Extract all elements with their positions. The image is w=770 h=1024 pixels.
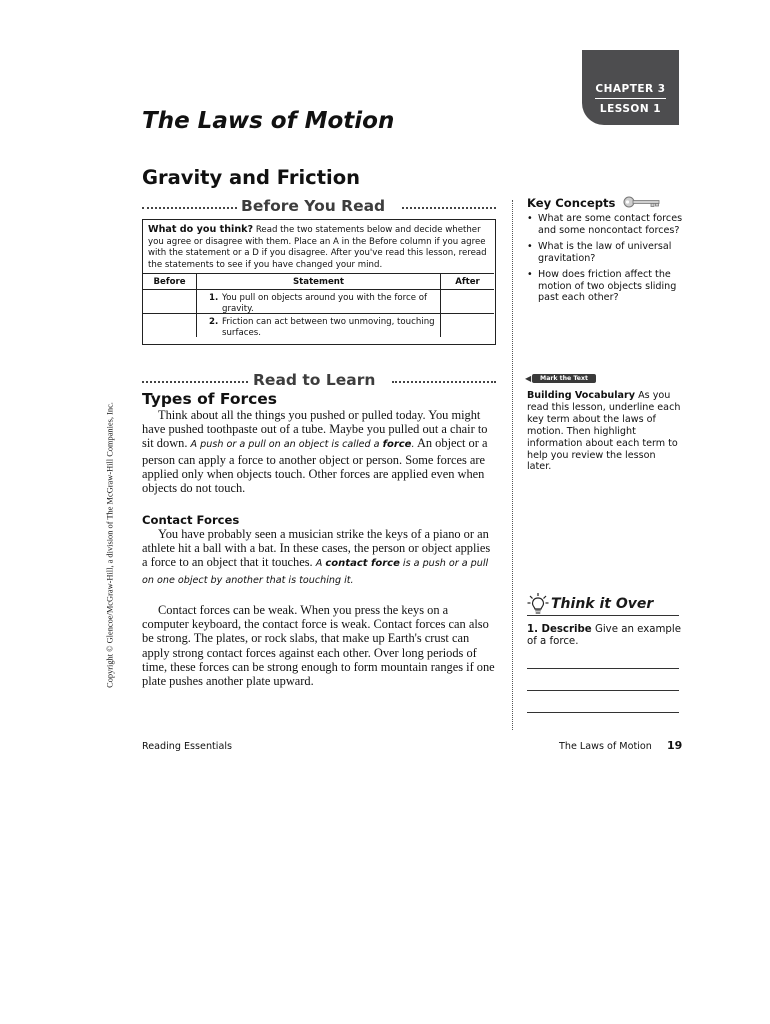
arrow-icon: ◀ [525, 374, 532, 383]
before-column-header: Before [143, 274, 197, 290]
lightbulb-icon [527, 592, 549, 616]
paragraph-types-of-forces [142, 408, 498, 495]
statement-text: You pull on objects around you with the force of gravity. [222, 293, 428, 314]
guide-instructions [148, 224, 492, 271]
para1-end: An object or a person can apply a force to another object or person. Some forces are applied only when objects touch. Other forces are applied even when objects do not touch. [142, 436, 488, 496]
para2-start: You have probably seen a musician strike the keys of a piano or an athlete hit a ball with a bat. In these cases, the person or object applies a force to an object that it touches. [142, 527, 491, 570]
building-vocabulary-text: As you read this lesson, underline each key term about the laws of motion. Then highlight information about each term to help you review the lesson later. [527, 390, 681, 473]
table-header-row [143, 274, 494, 290]
page-number: 19 [667, 739, 683, 752]
lesson-title: Gravity and Friction [142, 166, 361, 189]
describe-label: 1. Describe [527, 624, 592, 635]
chapter-label: CHAPTER 3 [595, 83, 666, 95]
force-term: force [382, 439, 412, 451]
answer-line[interactable] [527, 690, 679, 691]
think-it-over-title: Think it Over [551, 596, 654, 612]
building-vocabulary [527, 390, 682, 473]
key-icon [622, 196, 662, 208]
copyright-notice: Copyright © Glencoe/McGraw-Hill, a division of The McGraw-Hill Companies, Inc. [105, 402, 115, 688]
force-definition: A push or a pull on an object is called a force. [190, 439, 415, 451]
footer-chapter-title: The Laws of Motion [559, 741, 652, 752]
before-you-read-label: Before You Read [241, 197, 386, 215]
statement-number: 2. [209, 317, 219, 327]
statement-table [143, 273, 494, 337]
describe-question [527, 624, 682, 649]
after-answer-cell[interactable] [441, 290, 495, 314]
section-heading: Types of Forces [142, 390, 278, 408]
statement-cell [197, 314, 441, 338]
chapter-tab [582, 50, 679, 125]
paragraph-contact-forces [142, 527, 498, 588]
sidebar-divider [512, 200, 513, 730]
before-answer-cell[interactable] [143, 290, 197, 314]
answer-line[interactable] [527, 668, 679, 669]
list-item: • How does friction affect the motion of two objects sliding past each other? [527, 269, 687, 305]
subheading: Contact Forces [142, 513, 240, 527]
after-column-header: After [441, 274, 495, 290]
lesson-label: LESSON 1 [599, 103, 662, 115]
table-row [143, 314, 494, 338]
key-concepts-label: Key Concepts [527, 196, 616, 210]
key-concepts-title [527, 196, 662, 210]
anticipation-guide [142, 219, 496, 345]
answer-line[interactable] [527, 712, 679, 713]
key-concepts-list [527, 213, 687, 308]
guide-prompt-heading: What do you think? [148, 224, 254, 235]
describe-text: Give an example of a force. [527, 624, 681, 648]
footer-book-title: Reading Essentials [142, 741, 233, 752]
para3-text: Contact forces can be weak. When you press the keys on a computer keyboard, the contact force is weak. Contact forces can also be strong. The plates, or rock slabs, that make up Earth's crust can apply strong contact forces against each other. Over long periods of time, these forces can be strong enough to form mountain ranges if one plate pushes another plate upward. [142, 603, 495, 689]
contact-force-definition: A contact force is a push or a pull on one object by another that is touching it. [142, 558, 489, 586]
para1-start: Think about all the things you pushed or pulled today. You might have pushed toothpaste out of a tube. Maybe you pulled out a chair to sit down. [142, 408, 488, 451]
list-item: • What are some contact forces and some noncontact forces? [527, 213, 687, 237]
statement-cell [197, 290, 441, 314]
think-it-over-rule [527, 615, 679, 616]
before-you-read-banner [142, 197, 496, 217]
after-answer-cell[interactable] [441, 314, 495, 338]
before-answer-cell[interactable] [143, 314, 197, 338]
main-title: The Laws of Motion [142, 108, 395, 134]
statement-column-header: Statement [197, 274, 441, 290]
statement-text: Friction can act between two unmoving, touching surfaces. [222, 317, 435, 338]
contact-force-term: contact force [325, 558, 400, 570]
mark-the-text-badge: Mark the Text [532, 374, 596, 383]
list-item: • What is the law of universal gravitation? [527, 241, 687, 265]
table-row [143, 290, 494, 314]
paragraph-contact-strength [142, 603, 498, 688]
chapter-tab-divider [595, 98, 666, 99]
read-to-learn-banner [142, 371, 496, 391]
read-to-learn-label: Read to Learn [253, 371, 376, 389]
statement-number: 1. [209, 293, 219, 303]
building-vocabulary-heading: Building Vocabulary [527, 390, 636, 401]
guide-prompt-text: Read the two statements below and decide whether you agree or disagree with them. Place an A in the Before column if you agree with the statement or a D if you disagree. After you've read this lesson, reread the statements to see if you have changed your mind. [148, 225, 487, 270]
